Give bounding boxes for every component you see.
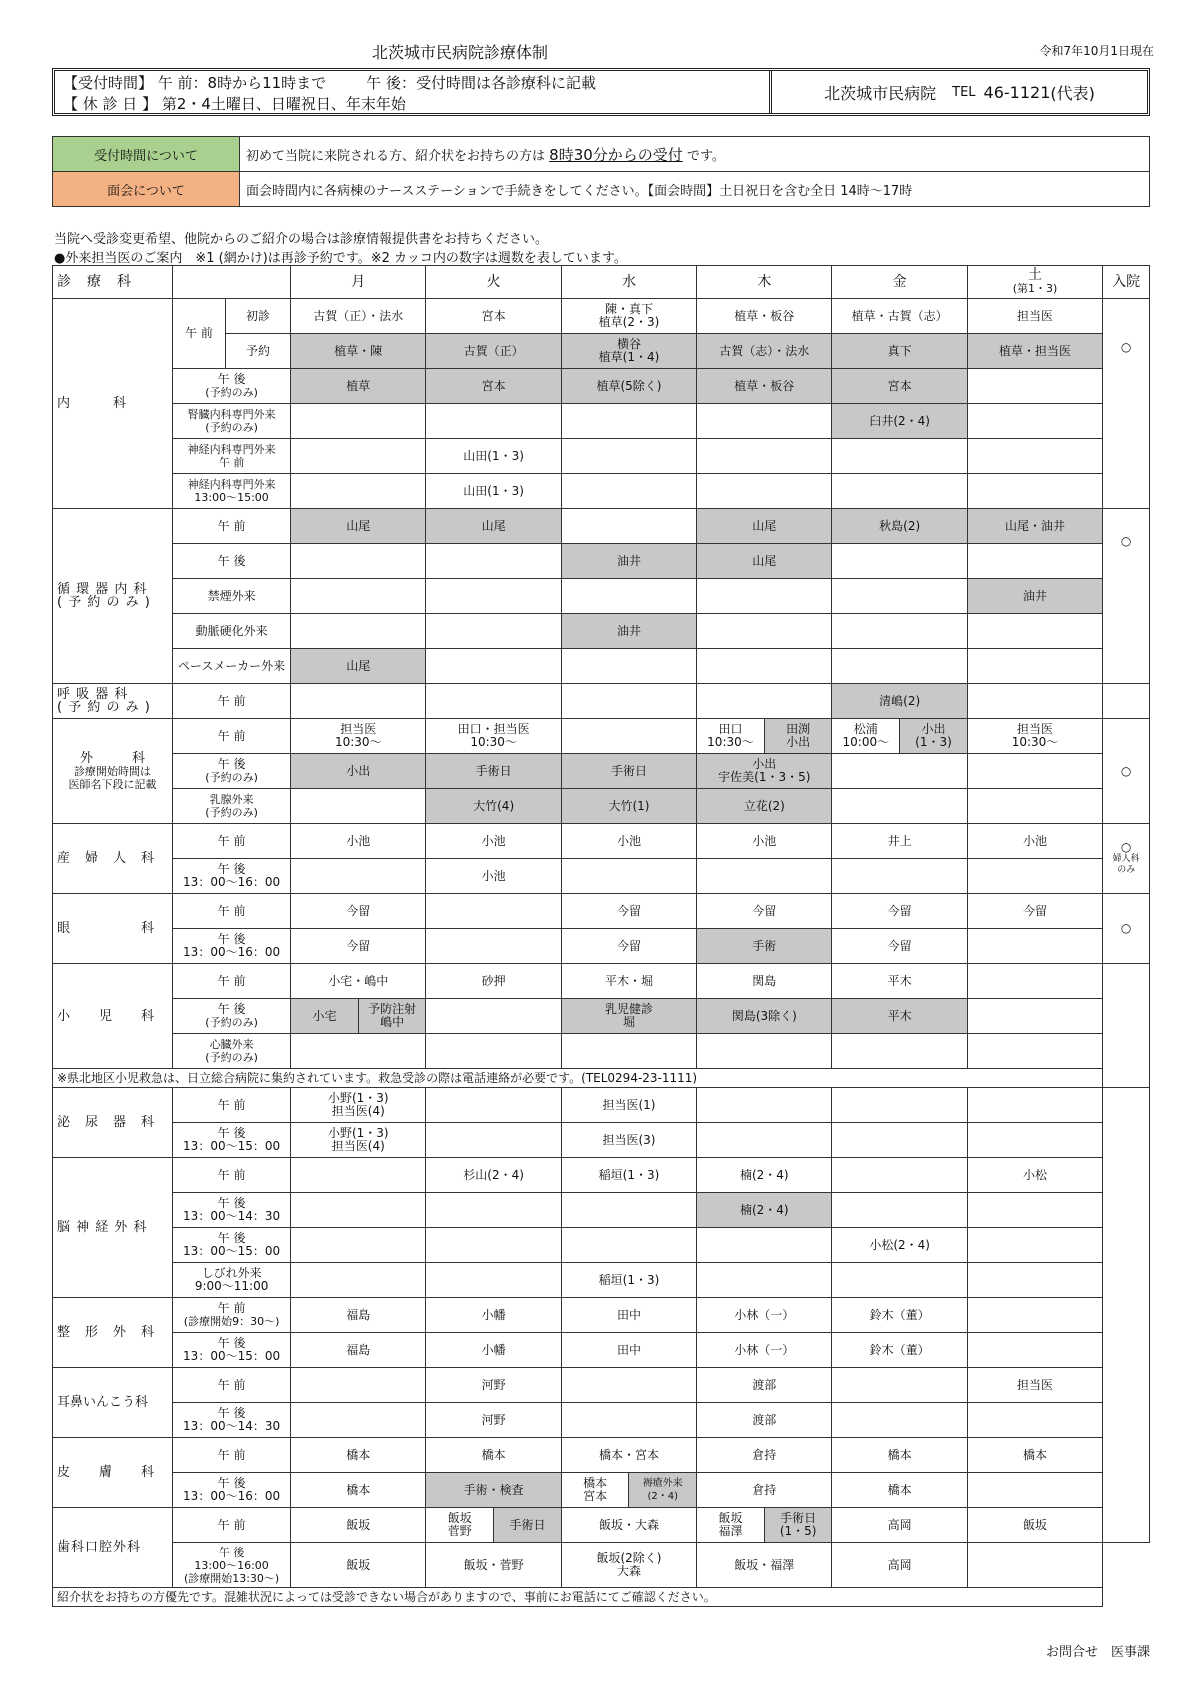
label-heart: 心臓外来 (予約のみ) — [173, 1034, 291, 1069]
cell: 小松(2・4) — [832, 1228, 967, 1263]
time-pm: 午 後 13：00〜16：00 — [173, 1473, 291, 1508]
time-am: 午 前 — [173, 964, 291, 999]
cell: 山尾 — [291, 649, 426, 684]
col-mon: 月 — [291, 266, 426, 299]
cell: 橋本 — [291, 1438, 426, 1473]
cell: 今留 — [967, 894, 1102, 929]
cell: 小林（一） — [697, 1298, 832, 1333]
reception-text: 初めて当院に来院される方、紹介状をお持ちの方は 8時30分からの受付 です。 — [240, 137, 1150, 172]
page-title: 北茨城市民病院診療体制 — [372, 43, 549, 62]
cell: 福島 — [291, 1333, 426, 1368]
dental-note: 紹介状をお持ちの方優先です。混雑状況によっては受診できない場合がありますので、事前にお電話にてご確認ください。 — [53, 1588, 1103, 1607]
admit-junkan: ○ — [1103, 509, 1150, 684]
cell: 小池 — [561, 824, 696, 859]
label-reserve: 予約 — [225, 334, 290, 369]
time-am: 午 前 — [173, 1088, 291, 1123]
cell: 飯坂 — [967, 1508, 1102, 1543]
time-pm: 午 後 (予約のみ) — [173, 369, 291, 404]
cell: 小池 — [967, 824, 1102, 859]
cell: 福島 — [291, 1298, 426, 1333]
cell: 大竹(1) — [561, 789, 696, 824]
dept-noshinkei: 脳 神 経 外 科 — [53, 1158, 173, 1298]
cell: 小幡 — [426, 1298, 561, 1333]
schedule-table — [52, 265, 1150, 1607]
cell: 陳・真下 植草(2・3) — [561, 299, 696, 334]
cell: 飯坂 菅野 手術日 — [426, 1508, 561, 1543]
time-am: 午 前 — [173, 684, 291, 719]
cell: 平木・堀 — [561, 964, 696, 999]
cell: 飯坂・福澤 — [697, 1543, 832, 1588]
time-pm: 午 後 — [173, 544, 291, 579]
cell: 橋本 — [426, 1438, 561, 1473]
col-wed: 水 — [561, 266, 696, 299]
cell: 植草・板谷 — [697, 369, 832, 404]
cell: 小野(1・3) 担当医(4) — [291, 1088, 426, 1123]
cell: 河野 — [426, 1403, 561, 1438]
reception-emph: 8時30分からの受付 — [549, 145, 683, 164]
cell: 小宅 予防注射 嶋中 — [291, 999, 426, 1034]
cell: 飯坂 — [291, 1543, 426, 1588]
time-am: 午 前 (診療開始9：30〜) — [173, 1298, 291, 1333]
cell: 飯坂 — [291, 1508, 426, 1543]
time-am: 午 前 — [173, 1438, 291, 1473]
cell: 小幡 — [426, 1333, 561, 1368]
cell: 手術日 — [561, 754, 696, 789]
time-pm: 午 後 13：00〜14：30 — [173, 1193, 291, 1228]
dept-seikei: 整 形 外 科 — [53, 1298, 173, 1368]
cell: 稲垣(1・3) — [561, 1263, 696, 1298]
label-artery: 動脈硬化外来 — [173, 614, 291, 649]
time-pm: 午 後 13:00〜16:00 (診療開始13:30〜) — [173, 1543, 291, 1588]
cell: 渡部 — [697, 1403, 832, 1438]
cell: 古賀（志）・法水 — [697, 334, 832, 369]
cell: 小池 — [426, 824, 561, 859]
label-first: 初診 — [225, 299, 290, 334]
visit-text: 面会時間内に各病棟のナースステーションで手続きをしてください。【面会時間】土日祝日を含む全日 14時〜17時 — [240, 172, 1150, 207]
time-am: 午 前 — [173, 509, 291, 544]
time-pm: 午 後 13：00〜15：00 — [173, 1333, 291, 1368]
dept-hifu: 皮 膚 科 — [53, 1438, 173, 1508]
dept-hinyo: 泌 尿 器 科 — [53, 1088, 173, 1158]
cell: 今留 — [291, 894, 426, 929]
cell: 油井 — [561, 614, 696, 649]
cell: 今留 — [291, 929, 426, 964]
time-am: 午 前 — [173, 894, 291, 929]
cell: 山尾 — [426, 509, 561, 544]
time-pm: 午 後 13：00〜16：00 — [173, 859, 291, 894]
col-sat: 土 (第1・3) — [967, 266, 1102, 299]
cell: 鈴木（董） — [832, 1333, 967, 1368]
dept-ganka: 眼 科 — [53, 894, 173, 964]
hospital-contact — [772, 71, 1147, 113]
cell — [967, 369, 1102, 404]
time-pm: 午 後 (予約のみ) — [173, 999, 291, 1034]
tel-label: TEL — [952, 84, 976, 100]
cell: 古賀（正） — [426, 334, 561, 369]
cell: 小林（一） — [697, 1333, 832, 1368]
time-pm: 午 後 13：00〜16：00 — [173, 929, 291, 964]
cell: 今留 — [561, 894, 696, 929]
col-admit: 入院 — [1103, 266, 1150, 299]
cell: 手術日 — [426, 754, 561, 789]
cell: 手術・検査 — [426, 1473, 561, 1508]
label-smoke: 禁煙外来 — [173, 579, 291, 614]
cell: 平木 — [832, 964, 967, 999]
cell: 小宅・嶋中 — [291, 964, 426, 999]
cell: 植草・担当医 — [967, 334, 1102, 369]
cell: 山田(1・3) — [426, 474, 561, 509]
cell: 橋本 — [967, 1438, 1102, 1473]
cell: 松浦 10:00〜 小出 (1・3) — [832, 719, 967, 754]
cell: 橋本 — [832, 1438, 967, 1473]
time-am: 午 前 — [173, 1508, 291, 1543]
closed-days: 【 休 診 日 】 第2・4土曜日、日曜祝日、年末年始 — [63, 95, 406, 113]
dept-junkan: 循 環 器 内 科 ( 予 約 の み ) — [53, 509, 173, 684]
time-pm: 午 後 13：00〜14：30 — [173, 1403, 291, 1438]
cell: 植草(5除く) — [561, 369, 696, 404]
visit-label: 面会について — [53, 172, 240, 207]
cell: 山尾 — [697, 544, 832, 579]
cell: 楠(2・4) — [697, 1158, 832, 1193]
cell: 平木 — [832, 999, 967, 1034]
time-pm: 午 後 13：00〜15：00 — [173, 1123, 291, 1158]
cell: 飯坂 福澤 手術日 (1・5) — [697, 1508, 832, 1543]
header-row — [53, 266, 1150, 299]
cell: 高岡 — [832, 1543, 967, 1588]
note-referral: 当院へ受診変更希望、他院からのご紹介の場合は診療情報提供書をお持ちください。 — [54, 232, 549, 247]
reception-label: 受付時間について — [53, 137, 240, 172]
cell: 手術 — [697, 929, 832, 964]
cell: 田中 — [561, 1298, 696, 1333]
dept-naika: 内 科 — [53, 299, 173, 509]
tel-suffix: (代表) — [1050, 83, 1095, 103]
cell: 井上 — [832, 824, 967, 859]
pediatric-note: ※県北地区小児救急は、日立総合病院に集約されています。救急受診の際は電話連絡が必要です。(TEL0294-23-1111) — [53, 1069, 1103, 1088]
label-breast: 乳腺外来 (予約のみ) — [173, 789, 291, 824]
cell: 清嶋(2) — [832, 684, 967, 719]
cell: 今留 — [561, 929, 696, 964]
reception-pm: 午 後：受付時間は各診療科に記載 — [366, 74, 596, 92]
header-box — [52, 68, 1150, 116]
cell: 小野(1・3) 担当医(4) — [291, 1123, 426, 1158]
time-pm: 午 後 13：00〜15：00 — [173, 1228, 291, 1263]
cell: 高岡 — [832, 1508, 967, 1543]
time-pm: 午 後 (予約のみ) — [173, 754, 291, 789]
cell: 砂押 — [426, 964, 561, 999]
cell: 飯坂・菅野 — [426, 1543, 561, 1588]
cell: 楠(2・4) — [697, 1193, 832, 1228]
admit-naika: ○ — [1103, 299, 1150, 509]
cell: 担当医 — [967, 299, 1102, 334]
label-kidney: 腎臓内科専門外来 (予約のみ) — [173, 404, 291, 439]
cell: 今留 — [832, 894, 967, 929]
cell: 小池 — [426, 859, 561, 894]
admit-lower — [1103, 1088, 1150, 1543]
info-table — [52, 136, 1150, 207]
cell: 担当医 10:30〜 — [967, 719, 1102, 754]
cell: 小出 宇佐美(1・3・5) — [697, 754, 832, 789]
admit-ganka: ○ — [1103, 894, 1150, 964]
label-pacemaker: ペースメーカー外来 — [173, 649, 291, 684]
col-fri: 金 — [832, 266, 967, 299]
dept-shika: 歯科口腔外科 — [53, 1508, 173, 1588]
time-am: 午 前 — [173, 824, 291, 859]
time-am: 午 前 — [173, 719, 291, 754]
cell: 植草 — [291, 369, 426, 404]
cell: 稲垣(1・3) — [561, 1158, 696, 1193]
header-hours — [55, 71, 772, 113]
cell: 橋本 宮本 褥瘡外来 (2・4) — [561, 1473, 696, 1508]
cell: 杉山(2・4) — [426, 1158, 561, 1193]
col-dept: 診 療 科 — [53, 266, 173, 299]
time-am: 午 前 — [173, 1158, 291, 1193]
cell: 横谷 植草(1・4) — [561, 334, 696, 369]
cell: 田口・担当医 10:30〜 — [426, 719, 561, 754]
cell: 渡部 — [697, 1368, 832, 1403]
cell: 今留 — [697, 894, 832, 929]
cell: 橋本 — [832, 1473, 967, 1508]
cell: 油井 — [967, 579, 1102, 614]
cell: 河野 — [426, 1368, 561, 1403]
admit-sanfu: ○ 婦人科 のみ — [1103, 824, 1150, 894]
cell: 油井 — [561, 544, 696, 579]
admit-geka: ○ — [1103, 719, 1150, 824]
cell: 担当医 10:30〜 — [291, 719, 426, 754]
cell: 植草・陳 — [291, 334, 426, 369]
col-tue: 火 — [426, 266, 561, 299]
cell: 山尾 — [697, 509, 832, 544]
cell: 乳児健診 堀 — [561, 999, 696, 1034]
cell: 大竹(4) — [426, 789, 561, 824]
cell: 立花(2) — [697, 789, 832, 824]
cell: 担当医(3) — [561, 1123, 696, 1158]
contact-footer: お問合せ 医事課 — [1045, 1645, 1150, 1660]
cell: 小出 — [291, 754, 426, 789]
cell: 飯坂・大森 — [561, 1508, 696, 1543]
cell: 田中 — [561, 1333, 696, 1368]
cell: 小松 — [967, 1158, 1102, 1193]
dept-sanfu: 産 婦 人 科 — [53, 824, 173, 894]
cell: 山田(1・3) — [426, 439, 561, 474]
dept-jibi: 耳鼻いんこう科 — [53, 1368, 173, 1438]
cell: 古賀（正）・法水 — [291, 299, 426, 334]
cell: 宮本 — [832, 369, 967, 404]
cell: 宮本 — [426, 299, 561, 334]
dept-geka: 外 科 診療開始時間は 医師名下段に記載 — [53, 719, 173, 824]
cell: 秋島(2) — [832, 509, 967, 544]
hospital-name: 北茨城市民病院 — [824, 83, 937, 103]
tel-number: 46-1121 — [983, 82, 1051, 102]
cell: 山尾・油井 — [967, 509, 1102, 544]
as-of-date: 令和7年10月1日現在 — [1039, 44, 1154, 58]
label-neuro-am: 神経内科専門外来 午 前 — [173, 439, 291, 474]
cell: 田口 10:30〜 田渕 小出 — [697, 719, 832, 754]
note-legend: ●外来担当医のご案内 ※1 (網かけ)は再診予約です。※2 カッコ内の数字は週数を表しています。 — [54, 251, 627, 266]
cell: 小池 — [291, 824, 426, 859]
time-am: 午 前 — [173, 299, 226, 369]
time-am: 午 前 — [173, 1368, 291, 1403]
label-numbness: しびれ外来 9:00〜11:00 — [173, 1263, 291, 1298]
cell: 植草・古賀（志） — [832, 299, 967, 334]
cell: 鈴木（董） — [832, 1298, 967, 1333]
cell: 担当医(1) — [561, 1088, 696, 1123]
admit-shoni — [1103, 964, 1150, 1088]
dept-kokyu: 呼 吸 器 科 ( 予 約 の み ) — [53, 684, 173, 719]
cell: 飯坂(2除く) 大森 — [561, 1543, 696, 1588]
cell: 今留 — [832, 929, 967, 964]
dept-shoni: 小 児 科 — [53, 964, 173, 1069]
cell: 臼井(2・4) — [832, 404, 967, 439]
col-thu: 木 — [697, 266, 832, 299]
cell: 橋本 — [291, 1473, 426, 1508]
reception-am: 【受付時間】 午 前：8時から11時まで — [63, 74, 327, 92]
cell: 真下 — [832, 334, 967, 369]
cell: 橋本・宮本 — [561, 1438, 696, 1473]
cell: 倉持 — [697, 1438, 832, 1473]
cell: 担当医 — [967, 1368, 1102, 1403]
label-neuro-pm: 神経内科専門外来 13:00〜15:00 — [173, 474, 291, 509]
cell: 山尾 — [291, 509, 426, 544]
cell: 関島 — [697, 964, 832, 999]
cell: 植草・板谷 — [697, 299, 832, 334]
cell: 関島(3除く) — [697, 999, 832, 1034]
cell: 倉持 — [697, 1473, 832, 1508]
cell: 小池 — [697, 824, 832, 859]
cell: 宮本 — [426, 369, 561, 404]
